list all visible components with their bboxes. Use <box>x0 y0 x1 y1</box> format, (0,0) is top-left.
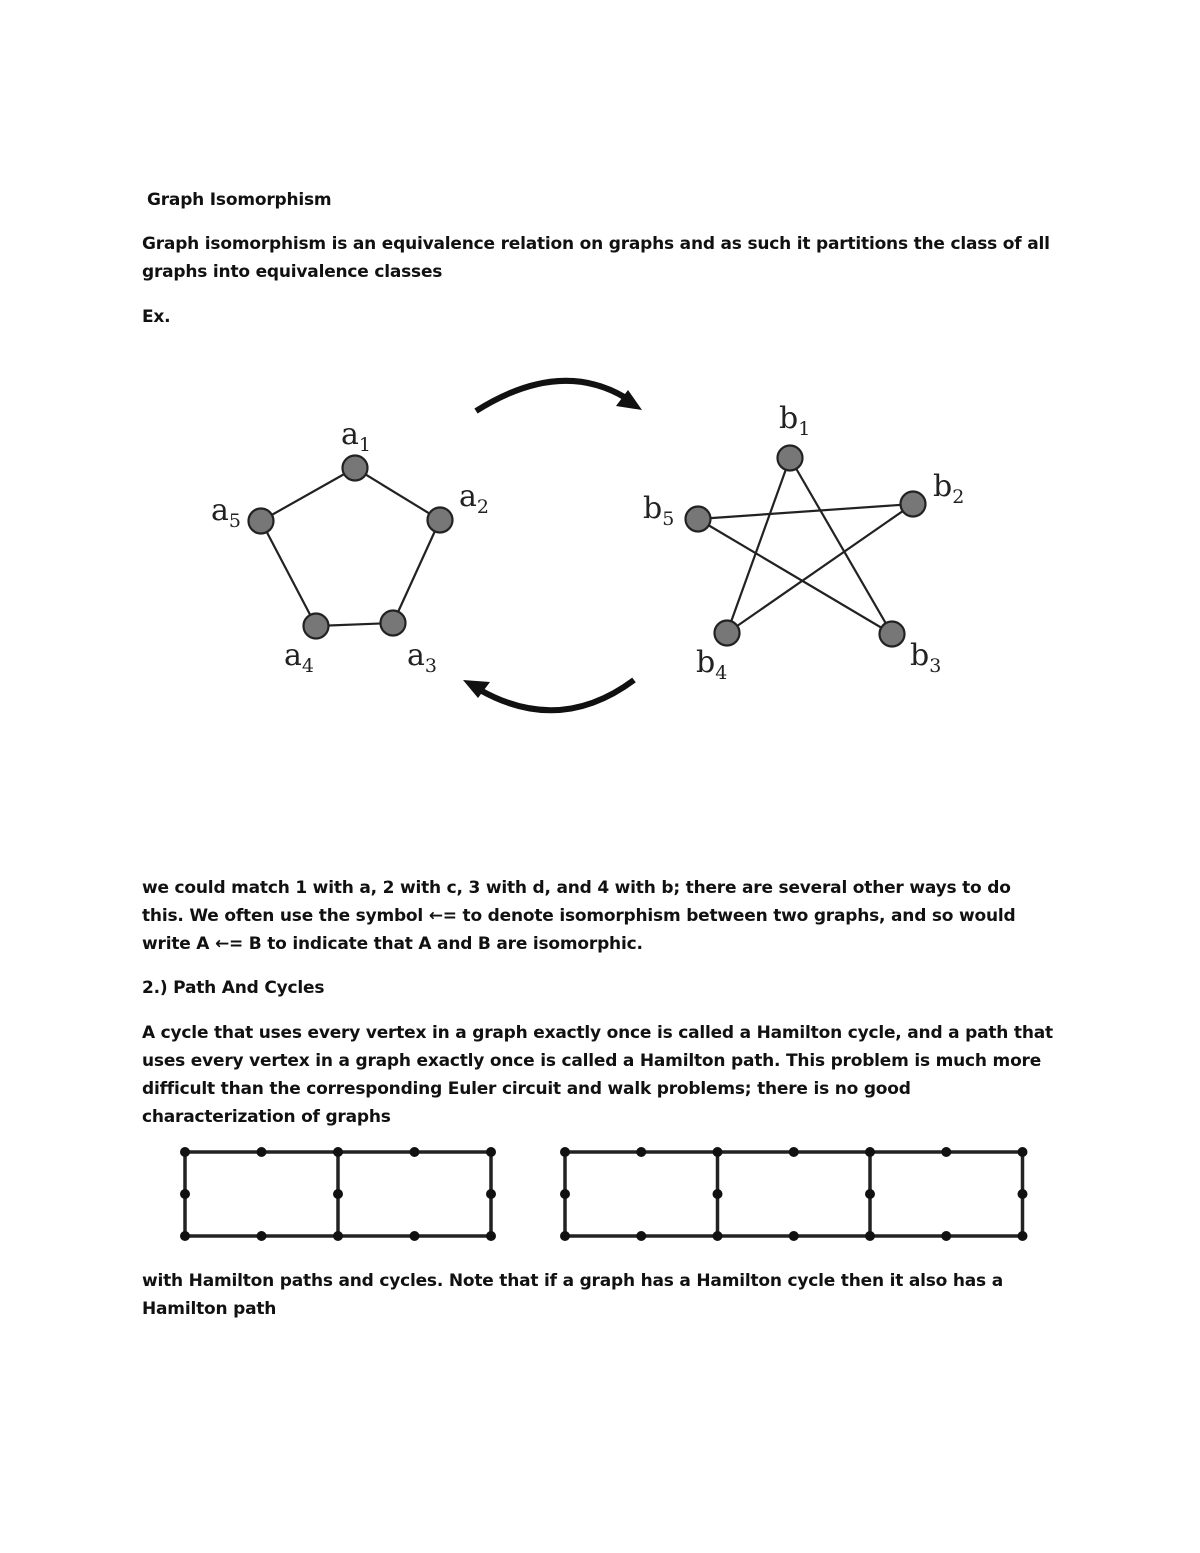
ladder-vertex <box>486 1147 496 1157</box>
ladder-vertex <box>180 1147 190 1157</box>
vertex-b5 <box>686 507 711 532</box>
vertex-a2 <box>428 508 453 533</box>
edge-a2-a3 <box>393 520 440 623</box>
vertex-a4 <box>304 614 329 639</box>
label-b1: $b_1$ <box>779 401 811 440</box>
ladder-graphs <box>180 1147 1028 1241</box>
ladder-vertex <box>636 1147 646 1157</box>
page-title: Graph Isomorphism <box>147 190 332 210</box>
ladder-vertex <box>1018 1189 1028 1199</box>
vertex-a3 <box>381 611 406 636</box>
ladder-vertex <box>333 1189 343 1199</box>
vertex-b2 <box>901 492 926 517</box>
ladder-vertex <box>865 1189 875 1199</box>
ladder-vertex <box>789 1147 799 1157</box>
ladder-vertex <box>560 1231 570 1241</box>
ladder-vertex <box>713 1189 723 1199</box>
section-heading: 2.) Path And Cycles <box>142 978 325 998</box>
ladder-vertex <box>410 1231 420 1241</box>
ladder-vertex <box>941 1231 951 1241</box>
ladder-vertex <box>713 1231 723 1241</box>
ladder-vertex <box>257 1231 267 1241</box>
ladder-vertex <box>865 1231 875 1241</box>
edge-a4-a5 <box>261 521 316 626</box>
edge-b5-b2 <box>698 504 913 519</box>
ladder-vertex <box>789 1231 799 1241</box>
ladder-vertex <box>257 1147 267 1157</box>
match-paragraph: we could match 1 with a, 2 with c, 3 with d, and 4 with b; there are several other ways to do this. We often use the symbol ←= to denote isomorphism between two graphs, and so would write A ←= B to indicate that A and B are isomorphic. <box>142 878 1016 954</box>
intro-paragraph: Graph isomorphism is an equivalence relation on graphs and as such it partitions the class of all graphs into equivalence classes <box>142 234 1050 282</box>
ladder-vertex <box>333 1231 343 1241</box>
edge-b1-b3 <box>790 458 892 634</box>
arrow-bottom-icon <box>480 680 634 710</box>
ladder-vertex <box>560 1189 570 1199</box>
ladder-graph-left <box>180 1147 496 1241</box>
edge-b2-b4 <box>727 504 913 633</box>
arrow-top-icon <box>476 381 626 411</box>
edge-b4-b1 <box>727 458 790 633</box>
hamilton-paragraph: A cycle that uses every vertex in a graph exactly once is called a Hamilton cycle, and a path that uses every vertex in a graph exactly once is called a Hamilton path. This problem is much more difficult than the corresponding Euler circuit and walk problems; there is no good characterization of graphs <box>142 1023 1053 1127</box>
note-paragraph: with Hamilton paths and cycles. Note that if a graph has a Hamilton cycle then it also has a Hamilton path <box>142 1271 1003 1319</box>
label-a4: $a_4$ <box>284 638 314 677</box>
ladder-vertex <box>713 1147 723 1157</box>
vertex-b1 <box>778 446 803 471</box>
example-label: Ex. <box>142 307 171 327</box>
graph-a-pentagon <box>211 417 489 677</box>
ladder-vertex <box>1018 1147 1028 1157</box>
label-a5: $a_5$ <box>211 493 241 532</box>
ladder-vertex <box>180 1189 190 1199</box>
vertex-b3 <box>880 622 905 647</box>
edge-a1-a2 <box>355 468 440 520</box>
ladder-vertex <box>410 1147 420 1157</box>
label-a1: $a_1$ <box>341 417 371 456</box>
vertex-b4 <box>715 621 740 646</box>
edge-b3-b5 <box>698 519 892 634</box>
label-b3: $b_3$ <box>910 638 942 677</box>
ladder-vertex <box>560 1147 570 1157</box>
ladder-vertex <box>941 1147 951 1157</box>
label-a3: $a_3$ <box>407 638 437 677</box>
isomorphism-arrows <box>463 381 642 710</box>
graph-b-pentagram <box>643 401 964 684</box>
ladder-vertex <box>180 1231 190 1241</box>
vertex-a1 <box>343 456 368 481</box>
ladder-vertex <box>486 1189 496 1199</box>
vertex-a5 <box>249 509 274 534</box>
edge-a5-a1 <box>261 468 355 521</box>
ladder-vertex <box>865 1147 875 1157</box>
label-b5: $b_5$ <box>643 491 675 530</box>
ladder-vertex <box>333 1147 343 1157</box>
ladder-vertex <box>486 1231 496 1241</box>
ladder-vertex <box>1018 1231 1028 1241</box>
label-a2: $a_2$ <box>459 479 489 518</box>
label-b2: $b_2$ <box>933 469 965 508</box>
label-b4: $b_4$ <box>696 645 728 684</box>
ladder-graph-right <box>560 1147 1028 1241</box>
ladder-vertex <box>636 1231 646 1241</box>
